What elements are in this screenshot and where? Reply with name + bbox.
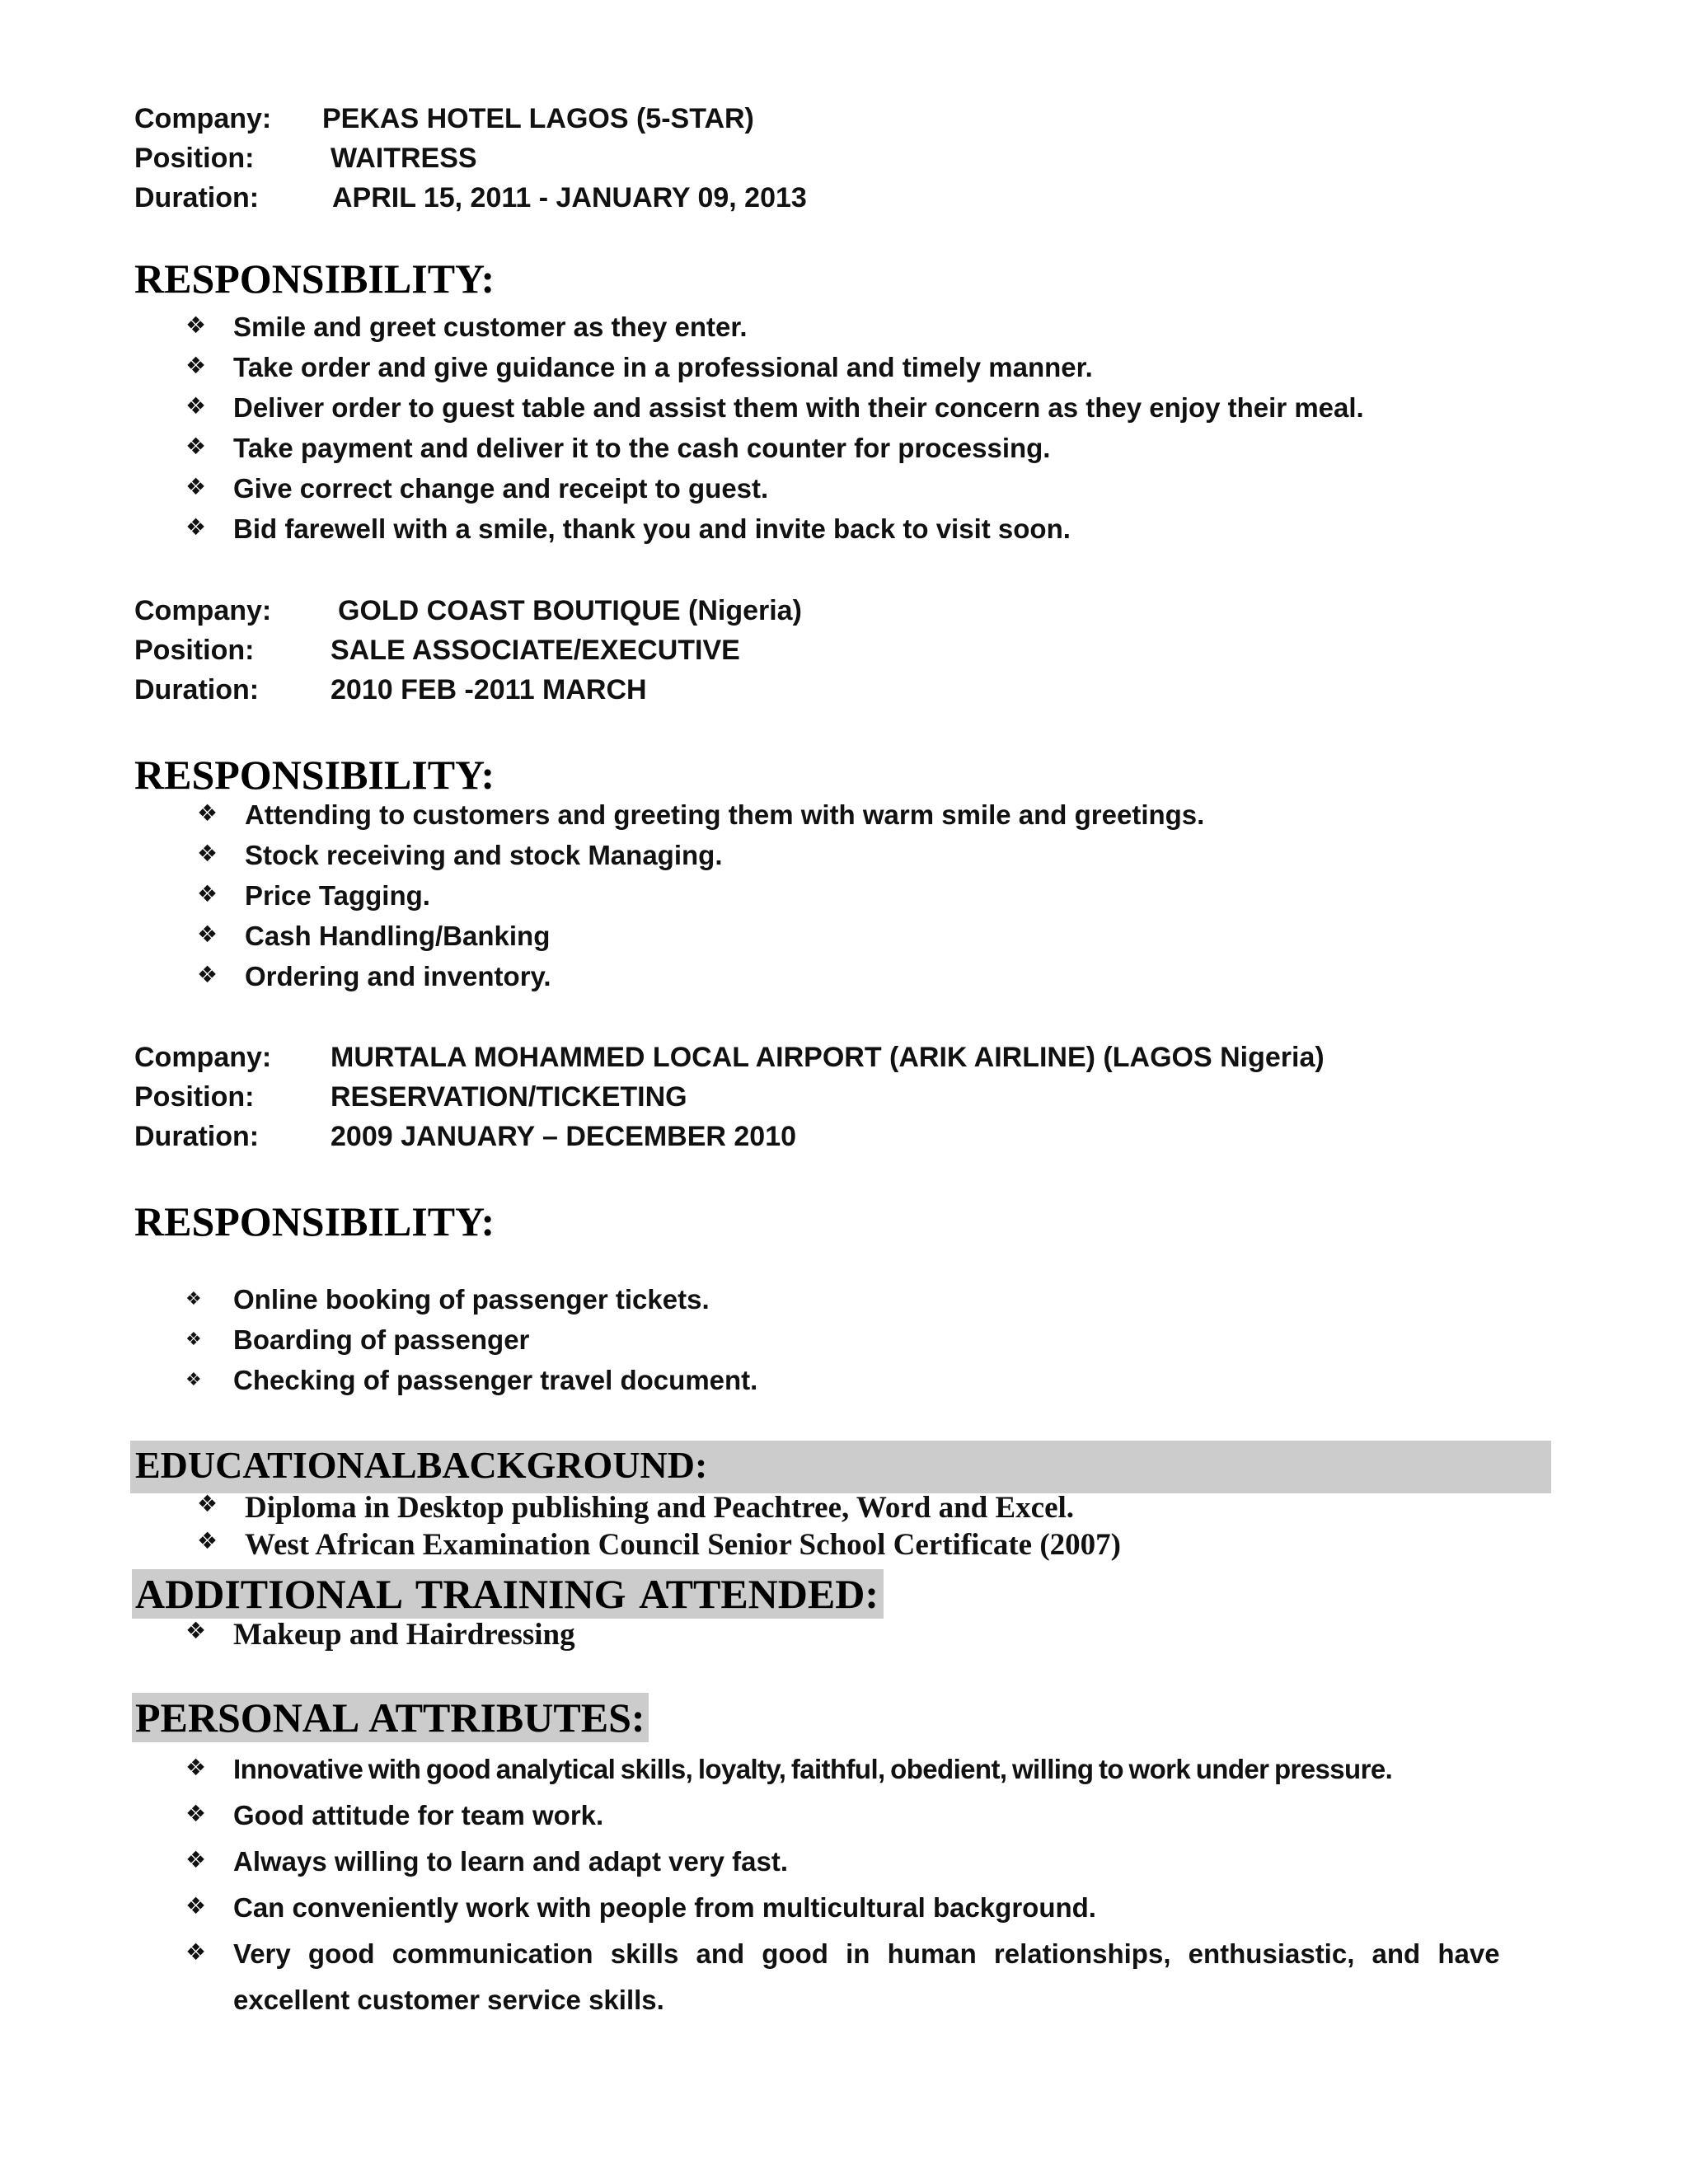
training-heading: ADDITIONAL TRAINING ATTENDED: bbox=[132, 1569, 884, 1619]
list-item: ❖ Boarding of passenger bbox=[185, 1324, 530, 1355]
duration-dates: 2010 FEB -2011 MARCH bbox=[331, 674, 647, 705]
bullet-diamond-icon: ❖ bbox=[197, 840, 218, 867]
bullet-diamond-icon: ❖ bbox=[197, 1527, 218, 1554]
list-item: ❖ Makeup and Hairdressing bbox=[185, 1617, 575, 1652]
bullet-diamond-icon: ❖ bbox=[185, 1289, 202, 1310]
responsibility-list-1 bbox=[185, 312, 1364, 554]
education-heading: EDUCATIONALBACKGROUND: bbox=[130, 1441, 1551, 1493]
list-item: ❖ Diploma in Desktop publishing and Peachtree, Word and Excel. bbox=[197, 1490, 1075, 1525]
list-item: ❖ Very good communication skills and good in human relationships, enthusiastic, and have bbox=[185, 1938, 1500, 1969]
list-item: ❖ Checking of passenger travel document. bbox=[185, 1365, 758, 1395]
bullet-diamond-icon: ❖ bbox=[185, 473, 207, 500]
position-title: SALE ASSOCIATE/EXECUTIVE bbox=[331, 635, 740, 666]
attributes-list bbox=[185, 1754, 1500, 2031]
bullet-diamond-icon: ❖ bbox=[197, 921, 218, 948]
bullet-diamond-icon: ❖ bbox=[185, 1800, 207, 1827]
bullet-diamond-icon: ❖ bbox=[185, 352, 207, 379]
bullet-diamond-icon: ❖ bbox=[185, 1938, 207, 1966]
bullet-diamond-icon: ❖ bbox=[197, 880, 218, 907]
company-name: GOLD COAST BOUTIQUE (Nigeria) bbox=[338, 595, 802, 626]
list-item: ❖ Ordering and inventory. bbox=[197, 961, 551, 991]
list-item: ❖ Smile and greet customer as they enter. bbox=[185, 312, 748, 342]
responsibility-list-2 bbox=[197, 799, 1205, 1001]
list-item: excellent customer service skills. bbox=[233, 1985, 664, 2015]
list-item: ❖ Attending to customers and greeting them with warm smile and greetings. bbox=[197, 799, 1205, 830]
attributes-heading: PERSONAL ATTRIBUTES: bbox=[132, 1693, 649, 1742]
bullet-diamond-icon: ❖ bbox=[185, 513, 207, 541]
duration-label: Duration: bbox=[134, 674, 260, 705]
list-item: ❖ Deliver order to guest table and assist them with their concern as they enjoy their meal. bbox=[185, 392, 1364, 423]
list-item: ❖ Give correct change and receipt to guest. bbox=[185, 473, 769, 504]
duration-label: Duration: bbox=[134, 1121, 260, 1152]
company-label: Company: bbox=[134, 595, 272, 626]
duration-dates: APRIL 15, 2011 - JANUARY 09, 2013 bbox=[332, 182, 807, 213]
bullet-diamond-icon: ❖ bbox=[185, 1370, 202, 1390]
bullet-diamond-icon: ❖ bbox=[185, 1846, 207, 1873]
list-item: ❖ Can conveniently work with people from multicultural background. bbox=[185, 1892, 1096, 1923]
company-name: MURTALA MOHAMMED LOCAL AIRPORT (ARIK AIRLINE) (LAGOS Nigeria) bbox=[331, 1042, 1325, 1073]
bullet-diamond-icon: ❖ bbox=[197, 799, 218, 827]
list-item: ❖ Cash Handling/Banking bbox=[197, 921, 551, 951]
list-item: ❖ Online booking of passenger tickets. bbox=[185, 1284, 710, 1315]
company-name: PEKAS HOTEL LAGOS (5-STAR) bbox=[322, 103, 754, 134]
bullet-diamond-icon: ❖ bbox=[185, 312, 207, 339]
responsibility-heading-2: RESPONSIBILITY: bbox=[134, 752, 495, 798]
list-item: ❖ Price Tagging. bbox=[197, 880, 430, 911]
responsibility-heading-1: RESPONSIBILITY: bbox=[134, 255, 495, 302]
bullet-diamond-icon: ❖ bbox=[185, 392, 207, 419]
company-label: Company: bbox=[134, 1042, 272, 1073]
bullet-diamond-icon: ❖ bbox=[197, 1490, 218, 1517]
bullet-diamond-icon: ❖ bbox=[185, 1754, 207, 1781]
list-item: ❖ West African Examination Council Senior School Certificate (2007) bbox=[197, 1527, 1121, 1562]
list-item: ❖ Bid farewell with a smile, thank you and invite back to visit soon. bbox=[185, 513, 1071, 544]
list-item: ❖ Always willing to learn and adapt very fast. bbox=[185, 1846, 789, 1877]
bullet-diamond-icon: ❖ bbox=[185, 433, 207, 460]
training-list bbox=[185, 1617, 575, 1654]
position-label: Position: bbox=[134, 1081, 255, 1113]
duration-dates: 2009 JANUARY – DECEMBER 2010 bbox=[331, 1121, 797, 1152]
education-list bbox=[197, 1490, 1121, 1564]
bullet-diamond-icon: ❖ bbox=[185, 1329, 202, 1350]
responsibility-heading-3: RESPONSIBILITY: bbox=[134, 1198, 495, 1244]
list-item: ❖ Take payment and deliver it to the cash counter for processing. bbox=[185, 433, 1051, 463]
position-label: Position: bbox=[134, 143, 255, 174]
bullet-diamond-icon: ❖ bbox=[185, 1617, 207, 1644]
bullet-diamond-icon: ❖ bbox=[197, 961, 218, 988]
list-item: ❖ Good attitude for team work. bbox=[185, 1800, 604, 1830]
position-title: RESERVATION/TICKETING bbox=[331, 1081, 687, 1113]
position-title: WAITRESS bbox=[331, 143, 477, 174]
responsibility-list-3 bbox=[185, 1284, 758, 1405]
position-label: Position: bbox=[134, 635, 255, 666]
list-item: ❖ Innovative with good analytical skills, loyalty, faithful, obedient, willing to work under pressure. bbox=[185, 1754, 1393, 1784]
bullet-diamond-icon: ❖ bbox=[185, 1892, 207, 1919]
company-label: Company: bbox=[134, 103, 272, 134]
list-item: ❖ Stock receiving and stock Managing. bbox=[197, 840, 723, 870]
duration-label: Duration: bbox=[134, 182, 260, 213]
list-item: ❖ Take order and give guidance in a professional and timely manner. bbox=[185, 352, 1093, 382]
